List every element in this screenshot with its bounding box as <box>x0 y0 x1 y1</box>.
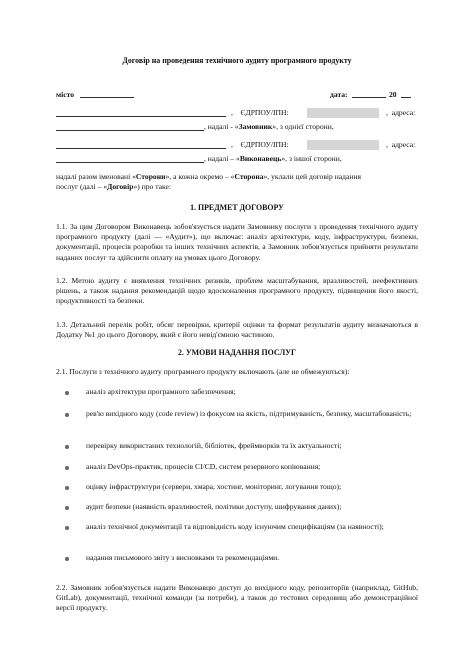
list-item: аудит безпеки (наявність вразливостей, політики доступу, шифрування даних); <box>86 502 342 511</box>
intro-line-2: послуг (далі – «Договір») про таке: <box>56 182 172 191</box>
bullet-icon <box>65 466 69 470</box>
section-1-heading: 1. ПРЕДМЕТ ДОГОВОРУ <box>190 203 284 212</box>
bullet-icon <box>65 391 69 395</box>
city-label: місто <box>56 90 75 99</box>
bullet-icon <box>65 526 69 530</box>
section-2-heading: 2. УМОВИ НАДАННЯ ПОСЛУГ <box>177 348 297 357</box>
bullet-icon <box>65 557 69 561</box>
party2-edrpou-label: , ЄДРПОУ/ІПН: <box>231 140 289 149</box>
year-prefix: 20 <box>389 90 397 99</box>
list-item: рев'ю вихідного коду (code review) із фокусом на якість, підтримуваність, безпеку, масштабованість; <box>86 409 412 418</box>
party1-edrpou-field[interactable] <box>307 108 379 118</box>
bullet-icon <box>65 445 69 449</box>
bullet-icon <box>65 506 69 510</box>
clause-1-3: 1.3. Детальний перелік робіт, обсяг перевірки, критерії оцінки та формат результатів аудиту визначаються в Додатку №1 до цього Договору, який є його невід'ємною частиною. <box>56 320 418 340</box>
party1-address-field[interactable] <box>56 130 204 131</box>
party1-role-text: , надалі - «Замовник», з однієї сторони, <box>204 122 334 131</box>
year-field[interactable] <box>401 97 411 98</box>
list-item: аналіз DevOps-практик, процесів CI/CD, систем резервного копіювання; <box>86 462 321 471</box>
document-title: Договір на проведення технічного аудиту програмного продукту <box>122 56 352 65</box>
list-item: аналіз архітектури програмного забезпечення; <box>86 387 236 396</box>
party2-address-field[interactable] <box>56 162 204 163</box>
party1-edrpou-label: , ЄДРПОУ/ІПН: <box>231 108 289 117</box>
party2-role-text: , надалі – «Виконавець», з іншої сторони, <box>204 154 342 163</box>
date-label: дата: <box>330 90 348 99</box>
party1-address-label: , адреса: <box>386 108 416 117</box>
clause-2-2: 2.2. Замовник зобов'язується надати Виконавцю доступ до вихідного коду, репозиторіїв (наприклад, GitHub, GitLab), документації, технічної команди (за потреби), а також до тестових середовищ або демонстраційної версії продукту. <box>56 583 418 613</box>
party2-edrpou-field[interactable] <box>307 140 379 150</box>
list-item: надання письмового звіту з висновками та рекомендаціями. <box>86 553 280 562</box>
clause-1-1: 1.1. За цим Договором Виконавець зобов'язується надати Замовнику послуги з проведення технічного аудиту програмного продукту (далі — «Аудит»), що включає: аналіз архітектури, коду, інфраструктури, безпеки, документації, процесів розробки та інших технічних аспектів, а Замовник зобов'язується прийняти результати наданих послуг та здійснити оплату на умовах цього Договору. <box>56 222 418 262</box>
list-item: оцінку інфраструктури (сервери, хмара, хостинг, моніторинг, логування тощо); <box>86 482 342 491</box>
party1-name-field[interactable] <box>56 116 226 117</box>
clause-2-1: 2.1. Послуги з технічного аудиту програмного продукту включають (але не обмежуються): <box>56 367 350 376</box>
list-item: перевірку використаних технологій, бібліотек, фреймворків та їх актуальності; <box>86 441 342 450</box>
intro-line-1: надалі разом іменовані «Сторони», а кожна окремо – «Сторона», уклали цей договір надання <box>56 172 362 181</box>
party2-name-field[interactable] <box>56 148 226 149</box>
clause-1-2: 1.2. Метою аудиту є виявлення технічних ризиків, проблем масштабування, вразливостей, неефективних рішень, а також надання рекомендацій щодо вдосконалення програмного продукту, підвищення його якості, продуктивності та безпеки. <box>56 276 418 306</box>
date-field[interactable] <box>352 97 386 98</box>
city-field[interactable] <box>80 97 134 98</box>
party2-address-label: , адреса: <box>386 140 416 149</box>
bullet-icon <box>65 413 69 417</box>
list-item: аналіз технічної документації та відповідність коду існуючим специфікаціям (за наявності); <box>86 522 384 531</box>
bullet-icon <box>65 486 69 490</box>
